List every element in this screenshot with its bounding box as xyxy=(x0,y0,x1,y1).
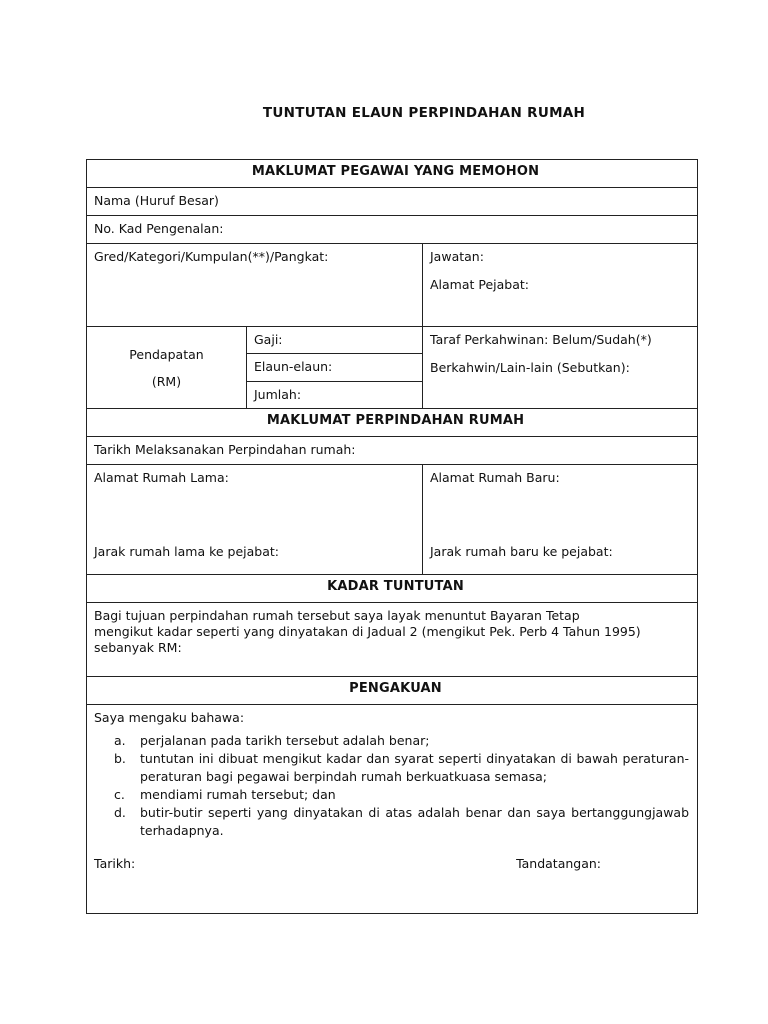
pengakuan-list xyxy=(94,732,697,840)
list-item: b. tuntutan ini dibuat mengikut kadar dan syarat seperti dinyatakan di bawah peraturan-peraturan bagi pegawai berpindah rumah berkuatkuasa semasa; xyxy=(114,751,690,784)
list-item: c. mendiami rumah tersebut; dan xyxy=(114,787,336,802)
section-heading-pengakuan: PENGAKUAN xyxy=(87,677,698,705)
field-jarak-baru: Jarak rumah baru ke pejabat: xyxy=(430,544,613,559)
section-heading-move: MAKLUMAT PERPINDAHAN RUMAH xyxy=(87,409,698,437)
field-alamat-rumah-lama: Alamat Rumah Lama: xyxy=(94,470,229,485)
list-item: d. butir-butir seperti yang dinyatakan di atas adalah benar dan saya bertanggungjawab terhadapnya. xyxy=(114,805,690,838)
field-jumlah: Jumlah: xyxy=(247,382,423,409)
kadar-line-1: Bagi tujuan perpindahan rumah tersebut saya layak menuntut Bayaran Tetap xyxy=(94,608,580,623)
field-gred: Gred/Kategori/Kumpulan(**)/Pangkat: xyxy=(87,244,423,327)
field-tandatangan: Tandatangan: xyxy=(516,856,602,871)
page-title: TUNTUTAN ELAUN PERPINDAHAN RUMAH xyxy=(262,105,586,121)
field-alamat-rumah-baru: Alamat Rumah Baru: xyxy=(430,470,560,485)
pengakuan-cell xyxy=(87,705,698,914)
rm-label: (RM) xyxy=(151,373,182,389)
field-jarak-lama: Jarak rumah lama ke pejabat: xyxy=(94,544,280,559)
kadar-text-cell xyxy=(87,603,698,677)
kadar-line-2: mengikut kadar seperti yang dinyatakan di Jadual 2 (mengikut Pek. Perb 4 Tahun 1995) xyxy=(94,624,641,639)
section-heading-kadar: KADAR TUNTUTAN xyxy=(87,575,698,603)
field-rumah-lama-cell xyxy=(87,465,423,575)
list-item: a. perjalanan pada tarikh tersebut adalah benar; xyxy=(114,733,430,748)
field-tarikh-pindah: Tarikh Melaksanakan Perpindahan rumah: xyxy=(87,437,698,465)
pendapatan-label: Pendapatan xyxy=(129,346,204,362)
pendapatan-label-cell xyxy=(87,327,247,409)
field-jawatan-cell xyxy=(423,244,698,327)
field-taraf-cell xyxy=(423,327,698,409)
field-elaun: Elaun-elaun: xyxy=(247,354,423,382)
field-gaji: Gaji: xyxy=(247,327,423,354)
field-taraf-perkahwinan: Taraf Perkahwinan: Belum/Sudah(*) xyxy=(430,332,652,347)
pengakuan-intro: Saya mengaku bahawa: xyxy=(94,710,245,725)
claim-form-table xyxy=(86,159,698,914)
field-tarikh: Tarikh: xyxy=(94,856,136,871)
field-kad-pengenalan: No. Kad Pengenalan: xyxy=(87,216,698,244)
field-rumah-baru-cell xyxy=(423,465,698,575)
field-nama: Nama (Huruf Besar) xyxy=(87,188,698,216)
signature-row xyxy=(94,856,697,872)
section-heading-applicant: MAKLUMAT PEGAWAI YANG MEMOHON xyxy=(87,160,698,188)
field-alamat-pejabat: Alamat Pejabat: xyxy=(430,277,530,292)
field-jawatan: Jawatan: xyxy=(430,249,484,264)
field-berkahwin: Berkahwin/Lain-lain (Sebutkan): xyxy=(430,360,630,375)
kadar-line-3: sebanyak RM: xyxy=(94,640,182,655)
